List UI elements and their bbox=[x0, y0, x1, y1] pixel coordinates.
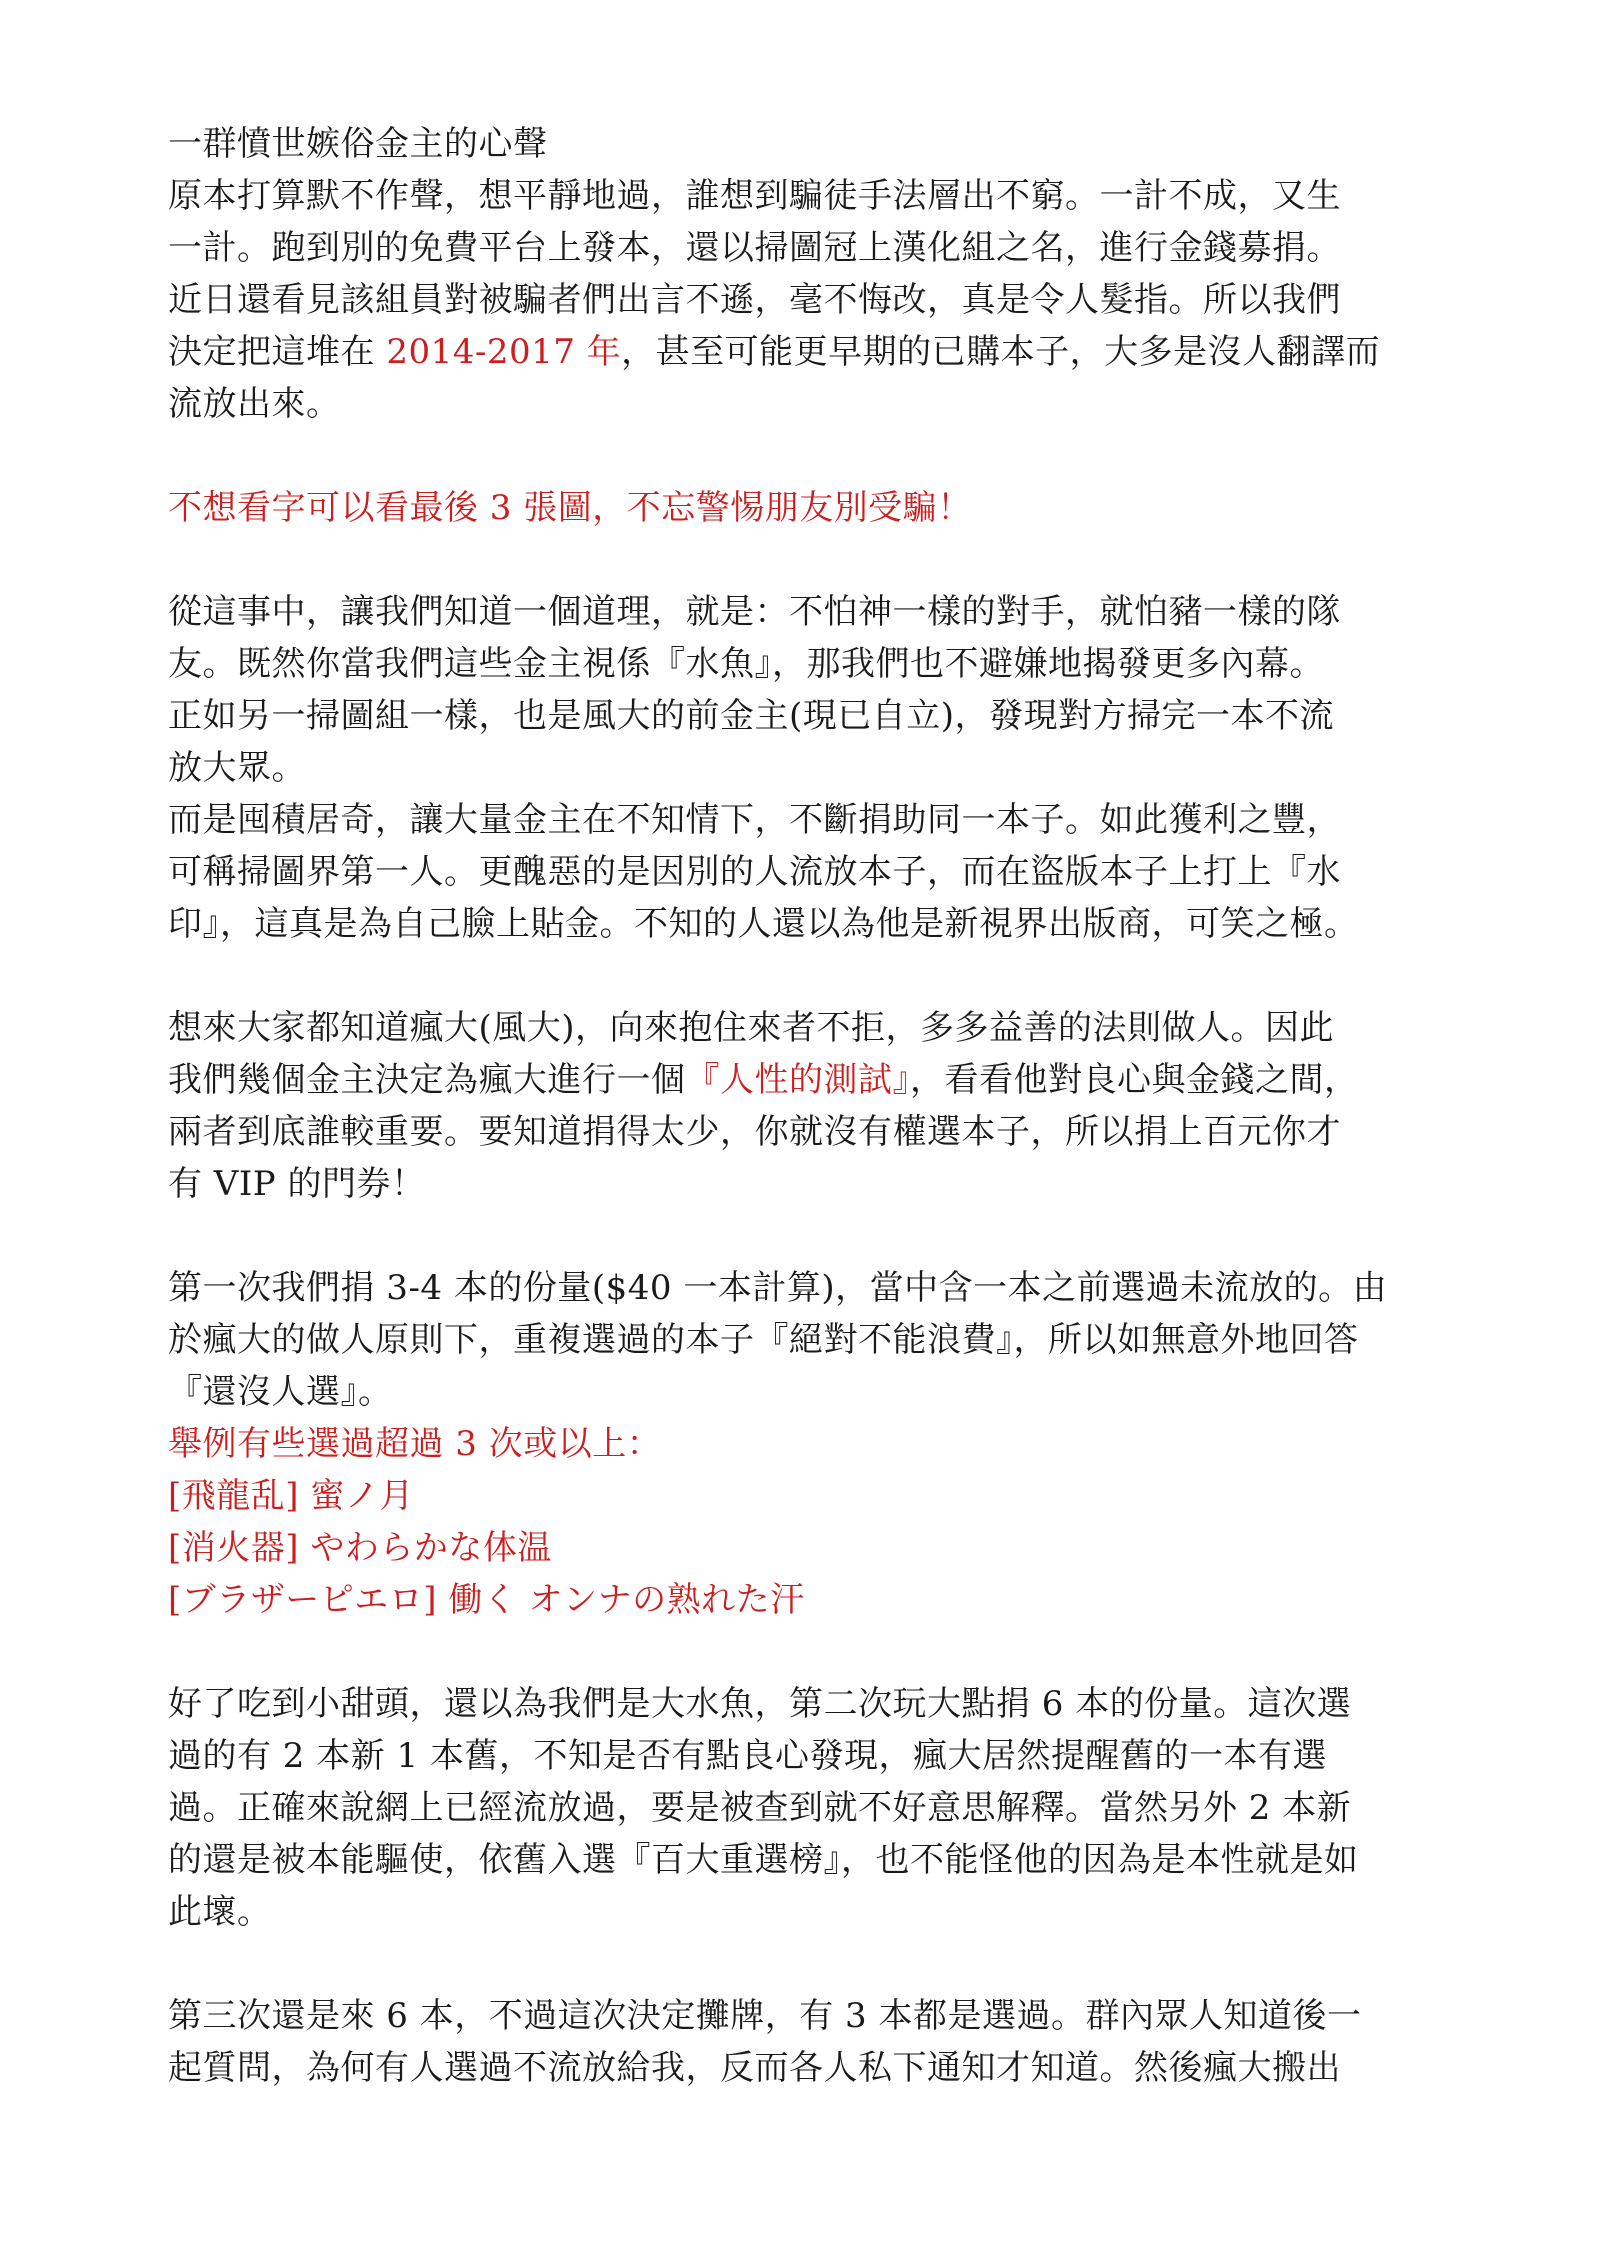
body-text: 決定把這堆在 bbox=[168, 332, 387, 372]
blank-line bbox=[168, 1626, 1432, 1678]
text-line bbox=[168, 1730, 1432, 1782]
body-text: 近日還看見該組員對被騙者們出言不遜，毫不悔改，真是令人髮指。所以我們 bbox=[168, 280, 1341, 320]
body-text: 從這事中，讓我們知道一個道理，就是：不怕神一樣的對手，就怕豬一樣的隊 bbox=[168, 592, 1341, 632]
text-line bbox=[168, 326, 1432, 378]
text-line bbox=[168, 118, 1432, 170]
text-line bbox=[168, 742, 1432, 794]
text-line bbox=[168, 794, 1432, 846]
body-text: 可稱掃圖界第一人。更醜惡的是因別的人流放本子，而在盜版本子上打上『水 bbox=[168, 852, 1341, 892]
body-text: 好了吃到小甜頭，還以為我們是大水魚，第二次玩大點捐 6 本的份量。這次選 bbox=[168, 1684, 1352, 1724]
text-line bbox=[168, 586, 1432, 638]
red-emphasis-text: [ブラザーピエロ] 働く オンナの熟れた汗 bbox=[168, 1580, 805, 1620]
body-text: 放大眾。 bbox=[168, 748, 306, 788]
text-line bbox=[168, 1782, 1432, 1834]
text-line bbox=[168, 690, 1432, 742]
body-text: 正如另一掃圖組一樣，也是風大的前金主(現已自立)，發現對方掃完一本不流 bbox=[168, 696, 1335, 736]
blank-line bbox=[168, 1938, 1432, 1990]
text-line bbox=[168, 1366, 1432, 1418]
red-emphasis-text: [飛龍乱] 蜜ノ月 bbox=[168, 1476, 414, 1516]
text-line bbox=[168, 1002, 1432, 1054]
red-emphasis-text: 舉例有些選過超過 3 次或以上： bbox=[168, 1424, 662, 1464]
document-body bbox=[168, 118, 1432, 2094]
text-line bbox=[168, 1106, 1432, 1158]
body-text: 流放出來。 bbox=[168, 384, 341, 424]
body-text: 友。既然你當我們這些金主視係『水魚』，那我們也不避嫌地揭發更多內幕。 bbox=[168, 644, 1324, 684]
body-text: 過。正確來說網上已經流放過，要是被查到就不好意思解釋。當然另外 2 本新 bbox=[168, 1788, 1352, 1828]
body-text: ，甚至可能更早期的已購本子，大多是沒人翻譯而 bbox=[621, 332, 1381, 372]
body-text: 一計。跑到別的免費平台上發本，還以掃圖冠上漢化組之名，進行金錢募捐。 bbox=[168, 228, 1341, 268]
text-line bbox=[168, 1574, 1432, 1626]
text-line bbox=[168, 482, 1432, 534]
body-text: 我們幾個金主決定為瘋大進行一個 bbox=[168, 1060, 686, 1100]
blank-line bbox=[168, 950, 1432, 1002]
body-text: 於瘋大的做人原則下，重複選過的本子『絕對不能浪費』，所以如無意外地回答 bbox=[168, 1320, 1359, 1360]
body-text: 第三次還是來 6 本，不過這次決定攤牌，有 3 本都是選過。群內眾人知道後一 bbox=[168, 1996, 1362, 2036]
body-text: 一群憤世嫉俗金主的心聲 bbox=[168, 124, 548, 164]
body-text: 的還是被本能驅使，依舊入選『百大重選榜』，也不能怪他的因為是本性就是如 bbox=[168, 1840, 1359, 1880]
text-line bbox=[168, 1158, 1432, 1210]
body-text: 過的有 2 本新 1 本舊，不知是否有點良心發現，瘋大居然提醒舊的一本有選 bbox=[168, 1736, 1327, 1776]
text-line bbox=[168, 846, 1432, 898]
text-line bbox=[168, 1678, 1432, 1730]
blank-line bbox=[168, 1210, 1432, 1262]
body-text: 『還沒人選』。 bbox=[168, 1372, 393, 1412]
body-text: 原本打算默不作聲，想平靜地過，誰想到騙徒手法層出不窮。一計不成，又生 bbox=[168, 176, 1341, 216]
text-line bbox=[168, 274, 1432, 326]
text-line bbox=[168, 2042, 1432, 2094]
text-line bbox=[168, 1418, 1432, 1470]
text-line bbox=[168, 378, 1432, 430]
red-emphasis-text: 『人性的測試』 bbox=[685, 1060, 910, 1100]
text-line bbox=[168, 1522, 1432, 1574]
red-emphasis-text: 不想看字可以看最後 3 張圖，不忘警惕朋友別受騙！ bbox=[168, 488, 972, 528]
red-emphasis-text: [消火器] やわらかな体温 bbox=[168, 1528, 552, 1568]
body-text: 想來大家都知道瘋大(風大)，向來抱住來者不拒，多多益善的法則做人。因此 bbox=[168, 1008, 1335, 1048]
text-line bbox=[168, 898, 1432, 950]
text-line bbox=[168, 1470, 1432, 1522]
body-text: 起質問，為何有人選過不流放給我，反而各人私下通知才知道。然後瘋大搬出 bbox=[168, 2048, 1341, 2088]
text-line bbox=[168, 1834, 1432, 1886]
body-text: 而是囤積居奇，讓大量金主在不知情下，不斷捐助同一本子。如此獲利之豐， bbox=[168, 800, 1341, 840]
body-text: 印』，這真是為自己臉上貼金。不知的人還以為他是新視界出版商，可笑之極。 bbox=[168, 904, 1359, 944]
text-line bbox=[168, 222, 1432, 274]
body-text: 有 VIP 的門券！ bbox=[168, 1164, 426, 1204]
text-line bbox=[168, 1886, 1432, 1938]
blank-line bbox=[168, 430, 1432, 482]
text-line bbox=[168, 1990, 1432, 2042]
body-text: 此壞。 bbox=[168, 1892, 272, 1932]
text-line bbox=[168, 1314, 1432, 1366]
text-line bbox=[168, 638, 1432, 690]
body-text: ，看看他對良心與金錢之間， bbox=[910, 1060, 1359, 1100]
body-text: 第一次我們捐 3-4 本的份量($40 一本計算)，當中含一本之前選過未流放的。由 bbox=[168, 1268, 1388, 1308]
body-text: 兩者到底誰較重要。要知道捐得太少，你就沒有權選本子，所以捐上百元你才 bbox=[168, 1112, 1341, 1152]
red-emphasis-text: 2014-2017 年 bbox=[386, 332, 622, 372]
text-line bbox=[168, 170, 1432, 222]
text-line bbox=[168, 1262, 1432, 1314]
text-line bbox=[168, 1054, 1432, 1106]
blank-line bbox=[168, 534, 1432, 586]
